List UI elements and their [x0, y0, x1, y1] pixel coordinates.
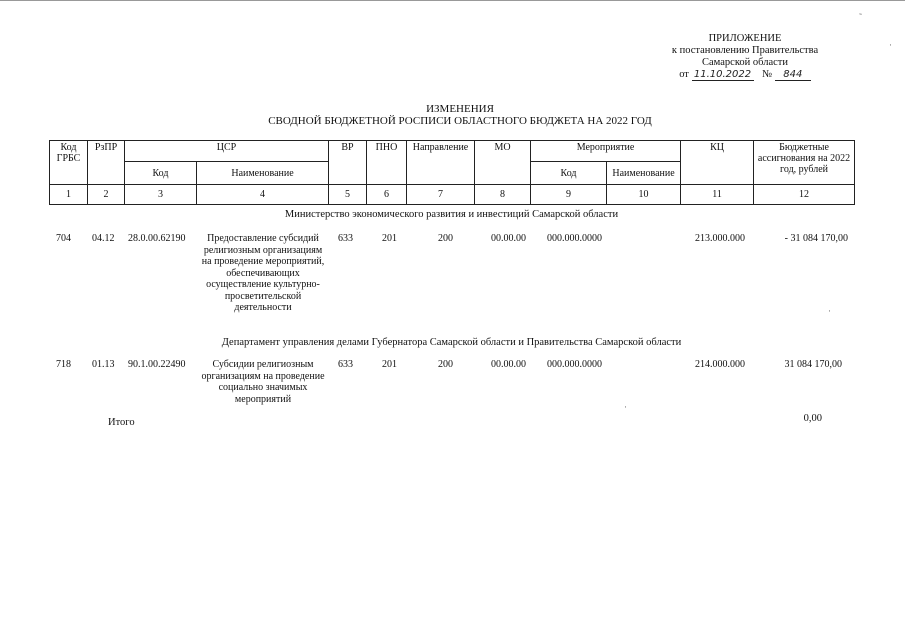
- total-label: Итого: [108, 417, 135, 428]
- appendix-line-region: Самарской области: [702, 57, 788, 68]
- cell-mo: 00.00.00: [491, 233, 526, 244]
- appendix-block: [640, 33, 850, 81]
- header-meropriyatie: Мероприятие: [531, 141, 681, 162]
- appendix-date-line: [640, 69, 850, 81]
- date-prefix: от: [679, 69, 689, 80]
- col-number: 11: [681, 185, 754, 205]
- col-number: 8: [475, 185, 531, 205]
- header-vr: ВР: [329, 141, 367, 185]
- title-line-1: ИЗМЕНЕНИЯ: [426, 103, 494, 115]
- scan-speck: ·: [889, 40, 892, 50]
- col-number: 5: [329, 185, 367, 205]
- cell-pno: 201: [382, 359, 397, 370]
- col-number: 6: [367, 185, 407, 205]
- scan-speck: ˜: [859, 12, 862, 22]
- appendix-title: ПРИЛОЖЕНИЕ: [708, 33, 782, 44]
- col-number: 12: [754, 185, 855, 205]
- cell-amount: - 31 084 170,00: [784, 233, 848, 244]
- header-csr-kod: Код: [125, 162, 197, 185]
- header-mer-name: Наименование: [607, 162, 681, 185]
- cell-mer-kod: 000.000.0000: [547, 233, 602, 244]
- header-csr-name: Наименование: [197, 162, 329, 185]
- cell-csr-name: Предоставление субсидий религиозным организациям на проведение мероприятий, обеспечивающих осуществление культурно-просветительской деятельности: [201, 233, 325, 313]
- number-prefix: №: [762, 69, 773, 80]
- total-value: 0,00: [803, 413, 822, 424]
- cell-grbs: 718: [56, 359, 71, 370]
- cell-pno: 201: [382, 233, 397, 244]
- header-kod-grbs: Код ГРБС: [50, 141, 88, 185]
- header-csr: ЦСР: [125, 141, 329, 162]
- col-number: 1: [50, 185, 88, 205]
- scan-speck: ·: [828, 306, 831, 316]
- col-number: 10: [607, 185, 681, 205]
- col-number: 3: [125, 185, 197, 205]
- handwritten-date: 11.10.2022: [692, 69, 754, 81]
- cell-vr: 633: [338, 233, 353, 244]
- header-budget: Бюджетные ассигнования на 2022 год, рублей: [754, 141, 855, 185]
- cell-csr-kod: 28.0.00.62190: [128, 233, 186, 244]
- cell-amount: 31 084 170,00: [784, 359, 842, 370]
- col-number: 2: [88, 185, 125, 205]
- handwritten-number: 844: [775, 69, 811, 81]
- title-line-2: СВОДНОЙ БЮДЖЕТНОЙ РОСПИСИ ОБЛАСТНОГО БЮДЖЕТА НА 2022 ГОД: [268, 115, 652, 127]
- header-kc: КЦ: [681, 141, 754, 185]
- cell-rzpr: 01.13: [92, 359, 115, 370]
- cell-grbs: 704: [56, 233, 71, 244]
- cell-rzpr: 04.12: [92, 233, 115, 244]
- budget-table-header: [49, 140, 855, 205]
- cell-csr-name: Субсидии религиозным организациям на проведение социально значимых мероприятий: [201, 359, 325, 405]
- cell-vr: 633: [338, 359, 353, 370]
- department-heading: Министерство экономического развития и инвестиций Самарской области: [284, 209, 619, 220]
- col-number: 9: [531, 185, 607, 205]
- cell-mo: 00.00.00: [491, 359, 526, 370]
- scan-speck: ·: [624, 402, 627, 412]
- header-rzpr: РзПР: [88, 141, 125, 185]
- document-title: [200, 103, 720, 127]
- col-number: 7: [407, 185, 475, 205]
- header-napravlenie: Направление: [407, 141, 475, 185]
- cell-napravlenie: 200: [438, 233, 453, 244]
- col-number: 4: [197, 185, 329, 205]
- header-mer-kod: Код: [531, 162, 607, 185]
- header-pno: ПНО: [367, 141, 407, 185]
- appendix-line-decree: к постановлению Правительства: [671, 45, 819, 56]
- cell-kc: 213.000.000: [695, 233, 745, 244]
- header-mo: МО: [475, 141, 531, 185]
- cell-kc: 214.000.000: [695, 359, 745, 370]
- cell-mer-kod: 000.000.0000: [547, 359, 602, 370]
- cell-csr-kod: 90.1.00.22490: [128, 359, 186, 370]
- department-heading: Департамент управления делами Губернатора Самарской области и Правительства Самарской области: [221, 337, 682, 348]
- scan-top-edge: [0, 0, 905, 1]
- cell-napravlenie: 200: [438, 359, 453, 370]
